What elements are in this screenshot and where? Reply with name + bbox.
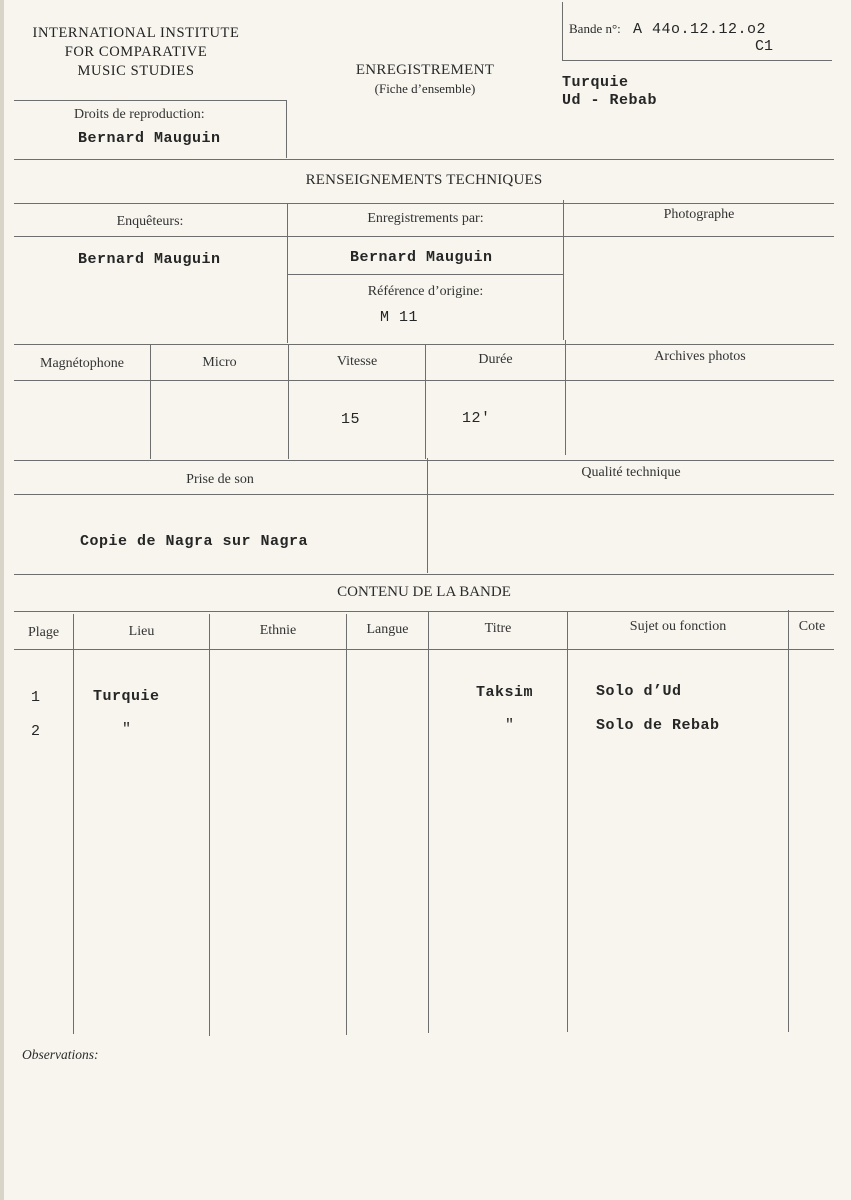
page-edge-shadow	[0, 0, 4, 1200]
col-lieu: Lieu	[128, 624, 155, 639]
col-langue: Langue	[366, 622, 409, 637]
row-plage: 1	[31, 689, 41, 706]
reference-value: M 11	[380, 309, 419, 326]
col-cote: Cote	[798, 619, 826, 634]
rights-value: Bernard Mauguin	[78, 130, 221, 147]
form-title: ENREGISTREMENT	[355, 62, 495, 78]
archives-label: Archives photos	[654, 349, 746, 364]
bande-number: A 44o.12.12.o2	[633, 21, 767, 38]
row-sujet: Solo de Rebab	[596, 717, 720, 734]
col-plage: Plage	[27, 625, 60, 640]
institute-line-2: FOR COMPARATIVE	[64, 44, 208, 60]
row-titre: "	[505, 717, 515, 734]
institute-line-1: INTERNATIONAL INSTITUTE	[32, 25, 240, 41]
vitesse-value: 15	[341, 411, 361, 428]
duree-value: 12'	[462, 410, 491, 427]
institute-name	[8, 24, 264, 81]
row-sujet: Solo d’Ud	[596, 683, 682, 700]
col-titre: Titre	[484, 621, 512, 636]
row-lieu: Turquie	[93, 688, 160, 705]
enqueteurs-label: Enquêteurs:	[116, 214, 184, 229]
row-lieu: "	[122, 721, 132, 738]
rights-label: Droits de reproduction:	[74, 107, 205, 122]
col-ethnie: Ethnie	[259, 623, 297, 638]
qualite-label: Qualité technique	[581, 465, 681, 480]
country-value: Turquie	[562, 74, 629, 91]
enqueteurs-value: Bernard Mauguin	[78, 251, 221, 268]
instruments-value: Ud - Rebab	[562, 92, 658, 109]
row-titre: Taksim	[476, 684, 534, 701]
micro-label: Micro	[202, 355, 237, 370]
vitesse-label: Vitesse	[336, 354, 378, 369]
enregistrements-value: Bernard Mauguin	[350, 249, 493, 266]
magnetophone-label: Magnétophone	[40, 356, 124, 371]
reference-label: Référence d’origine:	[367, 284, 484, 299]
duree-label: Durée	[478, 352, 513, 367]
contents-section-title: CONTENU DE LA BANDE	[337, 584, 511, 600]
technical-section-title: RENSEIGNEMENTS TECHNIQUES	[305, 172, 543, 188]
enregistrements-label: Enregistrements par:	[367, 211, 484, 226]
row-plage: 2	[31, 723, 41, 740]
observations-label: Observations:	[22, 1047, 99, 1062]
form-subtitle: (Fiche d’ensemble)	[374, 81, 476, 96]
bande-label: Bande n°:	[569, 21, 621, 36]
institute-line-3: MUSIC STUDIES	[77, 63, 195, 79]
photographe-label: Photographe	[663, 207, 735, 222]
prise-value: Copie de Nagra sur Nagra	[80, 533, 309, 550]
prise-label: Prise de son	[186, 472, 254, 487]
bande-sub: C1	[755, 38, 774, 55]
col-sujet: Sujet ou fonction	[629, 619, 727, 634]
